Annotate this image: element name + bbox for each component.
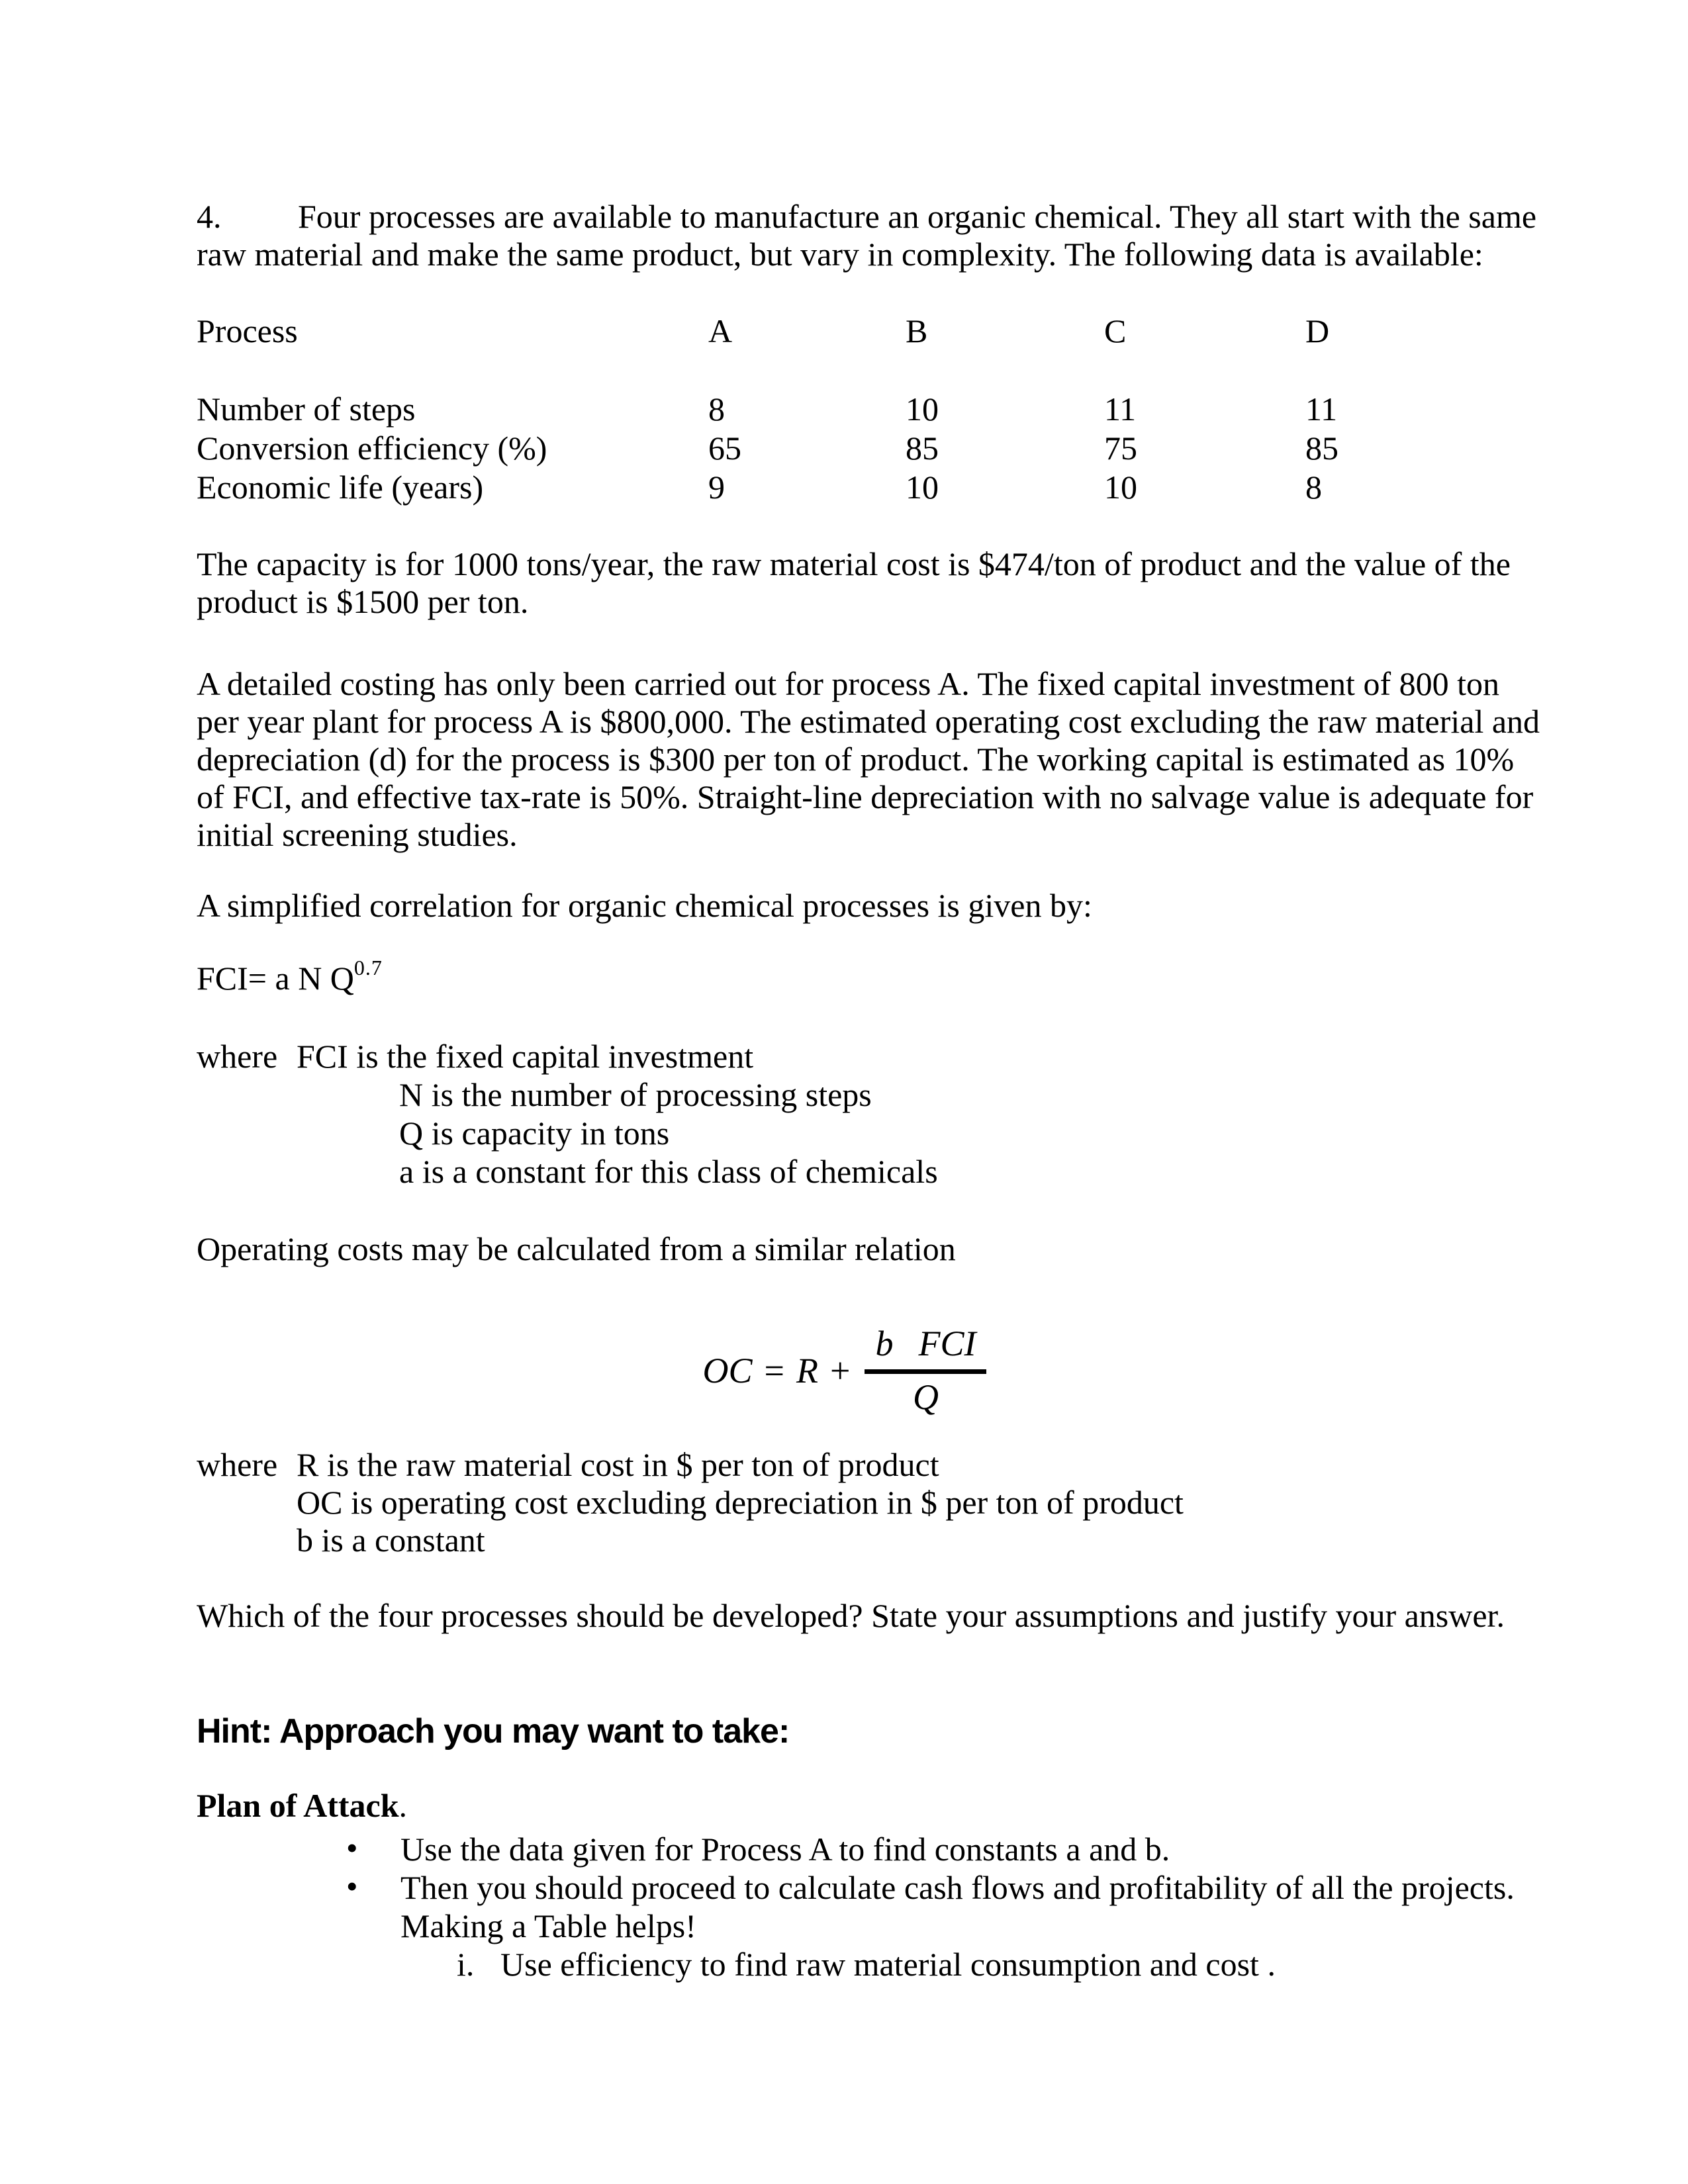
cell-value: 9 (708, 469, 725, 506)
paragraph-line: per year plant for process A is $800,000. The estimated operating cost excluding the raw material and (197, 703, 1540, 740)
operating-costs-intro: Operating costs may be calculated from a similar relation (197, 1230, 956, 1267)
plan-of-attack-heading (197, 1787, 407, 1825)
r-term: R (796, 1350, 818, 1390)
correlation-intro: A simplified correlation for organic chemical processes is given by: (197, 887, 1092, 924)
plus-sign: + (830, 1350, 851, 1390)
row-label: Number of steps (197, 390, 416, 428)
list-item (197, 1868, 1515, 1945)
costing-paragraph (197, 665, 1540, 854)
process-table-header-col-d: D (1305, 312, 1330, 349)
question-text: Which of the four processes should be developed? State your assumptions and justify your answer. (197, 1597, 1505, 1634)
plan-title: Plan of Attack (197, 1787, 399, 1824)
paragraph-line: depreciation (d) for the process is $300 per ton of product. The working capital is estimated as 10% (197, 741, 1515, 778)
problem-intro-line-2: raw material and make the same product, but vary in complexity. The following data is available: (197, 236, 1483, 273)
hint-heading: Hint: Approach you may want to take: (197, 1712, 790, 1751)
fci-formula (197, 956, 383, 1001)
paragraph-line: A detailed costing has only been carried out for process A. The fixed capital investment of 800 ton (197, 665, 1499, 702)
definition-line: Q is capacity in tons (399, 1115, 670, 1152)
b-constant: b (875, 1324, 894, 1363)
bullet-icon: • (346, 1829, 358, 1866)
capacity-paragraph (197, 545, 1511, 621)
paragraph-line: The capacity is for 1000 tons/year, the raw material cost is $474/ton of product and the value of the (197, 545, 1511, 582)
row-label: Conversion efficiency (%) (197, 430, 547, 467)
process-table-header-label: Process (197, 312, 298, 349)
process-table-header-col-c: C (1104, 312, 1127, 349)
row-label: Economic life (years) (197, 469, 484, 506)
definition-line: N is the number of processing steps (399, 1076, 872, 1113)
definition-line (197, 1446, 1184, 1484)
process-table (197, 390, 1494, 507)
where-keyword: where (197, 1038, 278, 1075)
oc-equation (0, 1326, 1688, 1415)
roman-numeral-marker: i. (457, 1946, 475, 1983)
problem-number: 4. (197, 198, 222, 235)
oc-term: OC (702, 1350, 753, 1390)
fci-formula-exponent: 0.7 (353, 956, 383, 979)
fci-formula-base: FCI= a N Q (197, 960, 354, 997)
definition-text: R is the raw material cost in $ per ton of product (297, 1446, 939, 1483)
cell-value: 85 (906, 430, 939, 467)
fraction (865, 1326, 986, 1415)
table-row (197, 390, 1494, 429)
fraction-bar (865, 1369, 986, 1374)
definition-line: a is a constant for this class of chemicals (399, 1153, 938, 1190)
cell-value: 8 (1305, 469, 1322, 506)
bullet-text: Use the data given for Process A to find constants a and b. (400, 1831, 1170, 1868)
process-table-header-col-b: B (906, 312, 928, 349)
process-table-header-col-a: A (708, 312, 733, 349)
table-row (197, 429, 1494, 468)
equals-sign: = (764, 1350, 784, 1390)
cell-value: 8 (708, 390, 725, 428)
problem-intro-line-1 (197, 198, 1536, 236)
fci-term: FCI (918, 1324, 976, 1363)
bullet-icon: • (346, 1868, 358, 1905)
paragraph-line: initial screening studies. (197, 816, 518, 853)
definition-line: OC is operating cost excluding depreciation in $ per ton of product (297, 1484, 1184, 1521)
list-item (197, 1830, 1494, 1868)
fci-definitions (197, 1037, 938, 1191)
definition-line: b is a constant (297, 1522, 485, 1559)
cell-value: 10 (1104, 469, 1137, 506)
process-table-header (197, 312, 1494, 350)
cell-value: 85 (1305, 430, 1338, 467)
paragraph-line: product is $1500 per ton. (197, 583, 529, 620)
cell-value: 65 (708, 430, 741, 467)
hint-bullet-list (197, 1829, 1515, 1983)
bullet-text: Then you should proceed to calculate cash flows and profitability of all the projects. (400, 1869, 1515, 1906)
oc-definitions (197, 1446, 1184, 1559)
sub-list-item (197, 1945, 1494, 1983)
table-row (197, 468, 1494, 507)
cell-value: 10 (906, 390, 939, 428)
definition-text: FCI is the fixed capital investment (297, 1038, 754, 1075)
definition-line (197, 1037, 938, 1075)
oc-equation-body (702, 1326, 987, 1415)
paragraph-line: of FCI, and effective tax-rate is 50%. Straight-line depreciation with no salvage value is adequate for (197, 778, 1534, 815)
problem-intro-text: Four processes are available to manufacture an organic chemical. They all start with the same (298, 198, 1537, 235)
bullet-text: Making a Table helps! (400, 1907, 696, 1944)
problem-intro (197, 198, 1536, 273)
cell-value: 10 (906, 469, 939, 506)
sub-item-text: Use efficiency to find raw material consumption and cost . (500, 1946, 1276, 1983)
fraction-numerator (865, 1326, 986, 1369)
where-keyword: where (197, 1446, 278, 1483)
cell-value: 75 (1104, 430, 1137, 467)
fraction-denominator: Q (912, 1377, 939, 1417)
plan-period: . (399, 1787, 408, 1824)
cell-value: 11 (1104, 390, 1137, 428)
cell-value: 11 (1305, 390, 1338, 428)
